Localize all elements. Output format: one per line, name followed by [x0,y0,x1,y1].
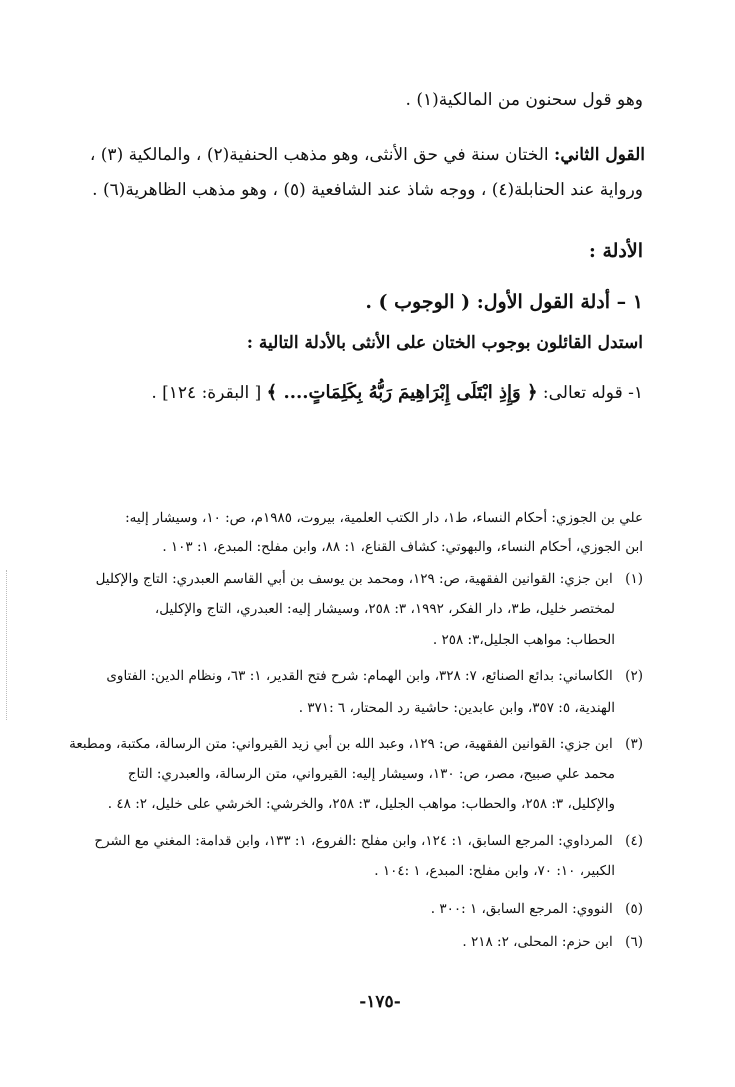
footnote-5-number: (٥) [625,901,643,917]
page-number: -١٧٥- [359,992,401,1012]
footnote-5-line-1 [431,903,643,917]
footnote-2-text-1: الكاساني: بدائع الصنائع، ٧: ٣٢٨، وابن الهمام: شرح فتح القدير، ١: ٦٣، ونظام الدين: الفتاوى [106,668,613,684]
evidence-1-line [151,384,643,402]
second-opinion-line-2: ورواية عند الحنابلة(٤) ، ووجه شاذ عند الشافعية (٥) ، وهو مذهب الظاهرية(٦) . [92,180,643,200]
scan-margin-marks [6,570,11,720]
second-opinion-label: القول الثاني: [554,145,645,165]
footnote-4-line-2: الكبير، ١٠: ٧٠، وابن مفلح: المبدع، ١ :١٠٤ . [374,863,615,879]
first-opinion-evidence-heading: ١ – أدلة القول الأول: ( الوجوب ) . [365,291,643,313]
second-opinion-line-1 [90,147,645,164]
footnote-1-number: (١) [625,571,643,587]
footnote-6-line-1 [462,936,643,950]
footnote-1-line-3: الحطاب: مواهب الجليل،٣: ٢٥٨ . [432,632,615,648]
footnote-3-number: (٣) [625,736,643,752]
footnote-1-text-1: ابن جزي: القوانين الفقهية، ص: ١٢٩، ومحمد بن يوسف بن أبي القاسم العبدري: التاج والإكليل [95,571,613,587]
footnote-2-line-2: الهندية، ٥: ٣٥٧، وابن عابدين: حاشية رد المحتار، ٦ :٣٧١ . [298,700,615,716]
footnote-continuation-line-2: ابن الجوزي، أحكام النساء، والبهوتي: كشاف القناع، ١: ٨٨، وابن مفلح: المبدع، ١: ١٠٣ . [162,539,643,555]
verse-reference: [ البقرة: ١٢٤] . [151,383,262,403]
footnote-1-line-1 [96,573,643,587]
footnote-4-number: (٤) [625,833,643,849]
footnote-3-text-1: ابن جزي: القوانين الفقهية، ص: ١٢٩، وعبد الله بن أبي زيد القيرواني: متن الرسالة، مكتبة، ومطبعة [69,736,613,752]
footnote-3-line-2: محمد علي صبيح، مصر، ص: ١٣٠، وسيشار إليه: القيرواني، متن الرسالة، والعبدري: التاج [127,766,615,782]
footnote-6-number: (٦) [625,934,643,950]
footnote-6-text-1: ابن حزم: المحلى، ٢: ٢١٨ . [462,934,613,950]
footnote-5-text-1: النووي: المرجع السابق، ١ :٣٠٠ . [430,901,613,917]
footnote-4-text-1: المرداوي: المرجع السابق، ١: ١٢٤، وابن مفلح :الفروع، ١: ١٣٣، وابن قدامة: المغني مع الشرح [94,833,613,849]
evidence-1-intro: ١- قوله تعالى: [542,383,643,403]
footnote-2-number: (٢) [625,668,643,684]
footnote-3-line-1 [69,738,643,752]
body-line-sahnun: وهو قول سحنون من المالكية(١) . [405,90,643,110]
footnote-1-line-2: لمختصر خليل، ط٣، دار الفكر، ١٩٩٢، ٣: ٢٥٨، وسيشار إليه: العبدري، التاج والإكليل، [154,601,615,617]
evidence-heading: الأدلة : [588,240,643,262]
second-opinion-text-1: الختان سنة في حق الأنثى، وهو مذهب الحنفية(٢) ، والمالكية (٣) ، [89,145,549,165]
footnote-continuation-line-1: علي بن الجوزي: أحكام النساء، ط١، دار الكتب العلمية، بيروت، ١٩٨٥م، ص: ١٠، وسيشار إليه: [125,510,643,526]
argued-heading: استدل القائلون بوجوب الختان على الأنثى بالأدلة التالية : [246,333,643,353]
footnote-2-line-1 [106,670,643,684]
footnote-4-line-1 [94,835,643,849]
quran-verse: ﴿ وَإِذِ ابْتَلَى إِبْرَاهِيمَ رَبُّهُ بِكَلِمَاتٍ.... ﴾ [266,382,538,403]
footnote-3-line-3: والإكليل، ٣: ٢٥٨، والحطاب: مواهب الجليل، ٣: ٢٥٨، والخرشي: الخرشي على خليل، ٢: ٤٨ . [107,796,615,812]
